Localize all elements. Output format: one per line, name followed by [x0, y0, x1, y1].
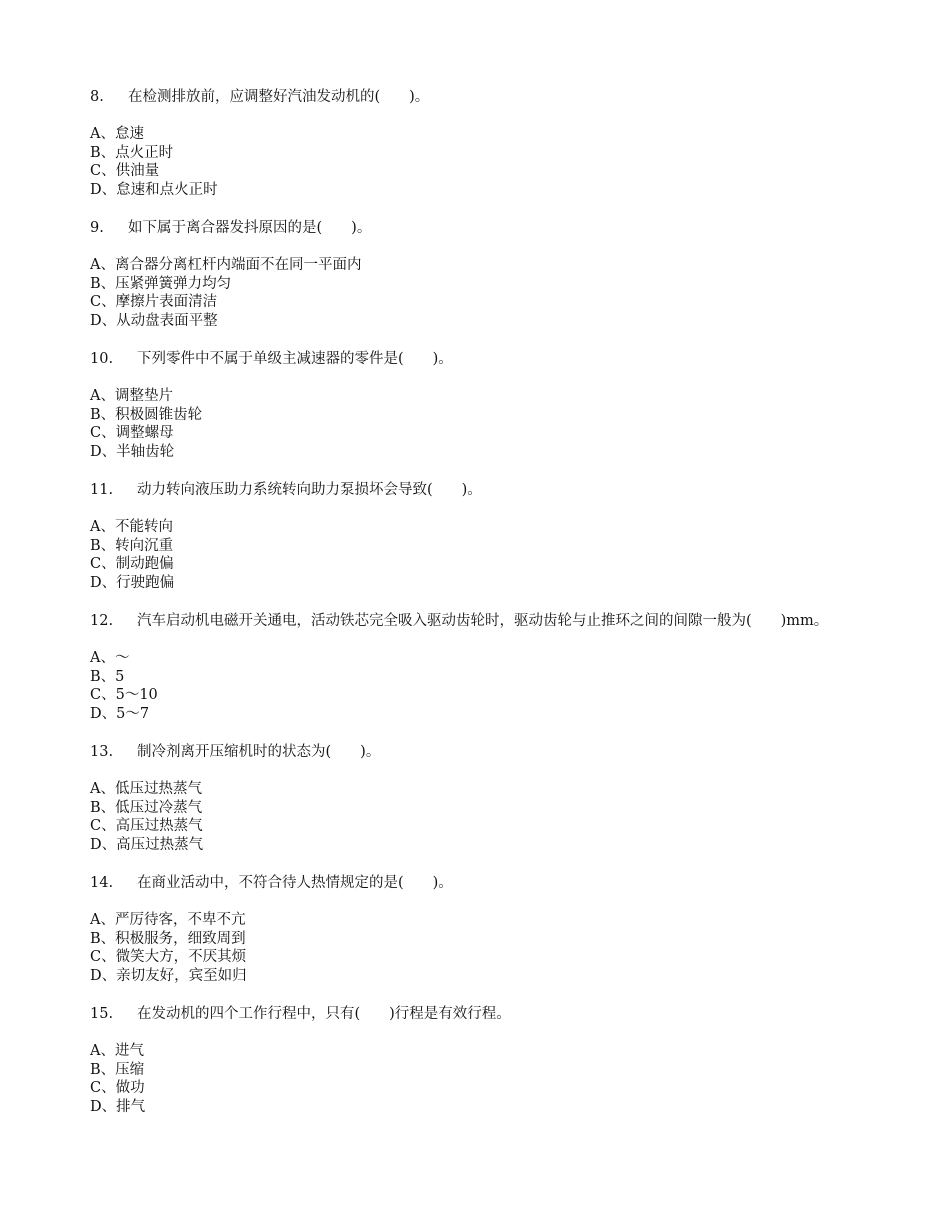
question-text: 动力转向液压助力系统转向助力泵损坏会导致( )。	[137, 482, 482, 498]
question-number: 15.	[90, 1006, 114, 1022]
option-c: C、5～10	[90, 687, 158, 703]
option-a: A、～	[90, 650, 130, 666]
option-c: C、调整螺母	[90, 425, 174, 441]
question-stem	[90, 481, 850, 500]
option-list	[90, 256, 850, 330]
option-d: D、亲切友好，宾至如归	[90, 967, 247, 984]
option-c: C、做功	[90, 1080, 145, 1096]
option-a: A、进气	[90, 1043, 144, 1059]
question-9	[90, 219, 850, 330]
question-list	[90, 88, 850, 1136]
question-text: 在发动机的四个工作行程中，只有( )行程是有效行程。	[137, 1006, 511, 1022]
option-list	[90, 1042, 850, 1116]
option-list	[90, 518, 850, 592]
option-a: A、严厉待客，不卑不亢	[90, 912, 246, 928]
option-a: A、调整垫片	[90, 388, 173, 404]
question-number: 8.	[90, 89, 104, 105]
option-b: B、点火正时	[90, 144, 174, 161]
option-d: D、高压过热蒸气	[90, 836, 204, 853]
question-number: 11.	[90, 482, 114, 498]
option-c: C、供油量	[90, 163, 160, 179]
question-15	[90, 1005, 850, 1116]
question-stem	[90, 743, 850, 762]
option-b: B、积极服务，细致周到	[90, 930, 246, 947]
option-a: A、不能转向	[90, 519, 173, 535]
option-list	[90, 387, 850, 461]
option-d: D、半轴齿轮	[90, 443, 175, 460]
option-d: D、5～7	[90, 705, 150, 722]
question-text: 下列零件中不属于单级主减速器的零件是( )。	[137, 351, 453, 367]
option-d: D、从动盘表面平整	[90, 312, 218, 329]
question-text: 汽车启动机电磁开关通电，活动铁芯完全吸入驱动齿轮时，驱动齿轮与止推环之间的间隙一般为( )mm。	[137, 613, 829, 629]
option-c: C、制动跑偏	[90, 556, 174, 572]
option-a: A、离合器分离杠杆内端面不在同一平面内	[90, 257, 362, 273]
option-c: C、微笑大方，不厌其烦	[90, 949, 247, 965]
question-12	[90, 612, 850, 723]
question-number: 9.	[90, 220, 104, 236]
question-10	[90, 350, 850, 461]
question-8	[90, 88, 850, 199]
question-stem	[90, 874, 850, 893]
question-text: 在检测排放前，应调整好汽油发动机的( )。	[128, 89, 430, 105]
question-13	[90, 743, 850, 854]
question-number: 14.	[90, 875, 114, 891]
question-stem	[90, 88, 850, 107]
question-14	[90, 874, 850, 985]
question-text: 制冷剂离开压缩机时的状态为( )。	[137, 744, 381, 760]
question-number: 10.	[90, 351, 114, 367]
question-stem	[90, 350, 850, 369]
option-d: D、排气	[90, 1098, 146, 1115]
option-b: B、5	[90, 668, 125, 685]
option-b: B、转向沉重	[90, 537, 174, 554]
option-d: D、怠速和点火正时	[90, 181, 218, 198]
question-number: 13.	[90, 744, 114, 760]
option-c: C、高压过热蒸气	[90, 818, 203, 834]
option-list	[90, 911, 850, 985]
question-stem	[90, 612, 850, 631]
question-stem	[90, 219, 850, 238]
option-list	[90, 780, 850, 854]
question-stem	[90, 1005, 850, 1024]
option-list	[90, 649, 850, 723]
question-number: 12.	[90, 613, 114, 629]
question-text: 如下属于离合器发抖原因的是( )。	[128, 220, 372, 236]
option-b: B、压紧弹簧弹力均匀	[90, 275, 232, 292]
option-b: B、低压过冷蒸气	[90, 799, 203, 816]
option-a: A、怠速	[90, 126, 144, 142]
option-d: D、行驶跑偏	[90, 574, 175, 591]
option-c: C、摩擦片表面清洁	[90, 294, 218, 310]
option-b: B、积极圆锥齿轮	[90, 406, 203, 423]
option-b: B、压缩	[90, 1061, 145, 1078]
question-11	[90, 481, 850, 592]
option-a: A、低压过热蒸气	[90, 781, 202, 797]
option-list	[90, 125, 850, 199]
question-text: 在商业活动中，不符合待人热情规定的是( )。	[137, 875, 453, 891]
